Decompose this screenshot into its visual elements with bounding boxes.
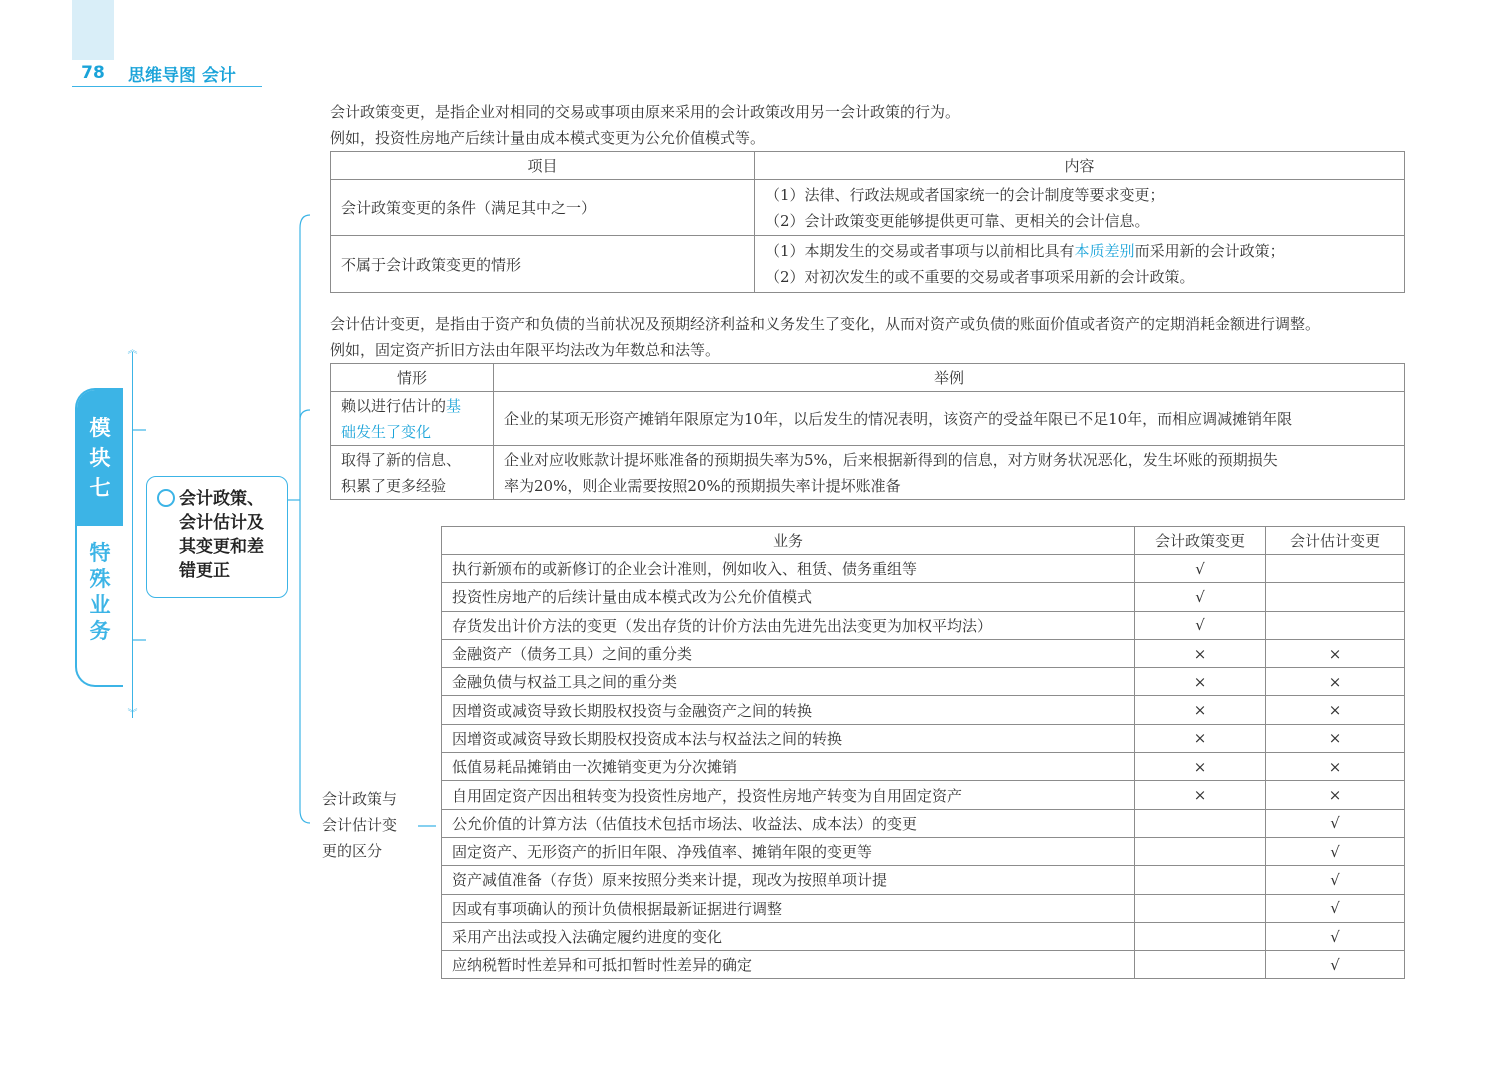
cell-business: 低值易耗品摊销由一次摊销变更为分次摊销 bbox=[442, 753, 1135, 781]
cell-policy: × bbox=[1135, 668, 1266, 696]
table-row bbox=[442, 866, 1405, 894]
cell-situation: 赖以进行估计的基 础发生了变化 bbox=[331, 392, 494, 446]
cell-estimate: √ bbox=[1266, 951, 1405, 979]
cell-business: 因增资或减资导致长期股权投资成本法与权益法之间的转换 bbox=[442, 724, 1135, 752]
cell-estimate: × bbox=[1266, 753, 1405, 781]
cell-example: 企业对应收账款计提坏账准备的预期损失率为5%，后来根据新得到的信息，对方财务状况恶化，发生坏账的预期损失 率为20%，则企业需要按照20%的预期损失率计提坏账准备 bbox=[494, 446, 1405, 500]
distinction-label: 会计政策与 会计估计变 更的区分 bbox=[322, 790, 398, 860]
cell-policy: × bbox=[1135, 781, 1266, 809]
distinction-body bbox=[442, 555, 1405, 979]
table-row bbox=[442, 809, 1405, 837]
table-row bbox=[442, 837, 1405, 865]
cell-item: 不属于会计政策变更的情形 bbox=[331, 236, 755, 293]
cell-business: 自用固定资产因出租转变为投资性房地产，投资性房地产转变为自用固定资产 bbox=[442, 781, 1135, 809]
table-row bbox=[442, 894, 1405, 922]
target-icon bbox=[157, 489, 175, 507]
cell-policy: × bbox=[1135, 696, 1266, 724]
cell-policy: × bbox=[1135, 639, 1266, 667]
policy-example: 例如，投资性房地产后续计量由成本模式变更为公允价值模式等。 bbox=[330, 129, 766, 147]
cell-policy: × bbox=[1135, 724, 1266, 752]
header-cell-business: 业务 bbox=[442, 527, 1135, 555]
cell-business: 应纳税暂时性差异和可抵扣暂时性差异的确定 bbox=[442, 951, 1135, 979]
cell-policy bbox=[1135, 837, 1266, 865]
cell-business: 存货发出计价方法的变更（发出存货的计价方法由先进先出法变更为加权平均法） bbox=[442, 611, 1135, 639]
header-cell-example: 举例 bbox=[494, 364, 1405, 392]
cell-estimate bbox=[1266, 555, 1405, 583]
estimate-definition: 会计估计变更，是指由于资产和负债的当前状况及预期经济利益和义务发生了变化，从而对资产或负债的账面价值或者资产的定期消耗金额进行调整。 bbox=[330, 315, 1321, 333]
cell-policy bbox=[1135, 809, 1266, 837]
cell-policy bbox=[1135, 922, 1266, 950]
table-row bbox=[442, 696, 1405, 724]
estimate-example: 例如，固定资产折旧方法由年限平均法改为年数总和法等。 bbox=[330, 341, 721, 359]
cell-estimate: × bbox=[1266, 781, 1405, 809]
cell-business: 金融负债与权益工具之间的重分类 bbox=[442, 668, 1135, 696]
cell-estimate: √ bbox=[1266, 809, 1405, 837]
table-row bbox=[442, 753, 1405, 781]
cell-policy: × bbox=[1135, 753, 1266, 781]
header-cell-content: 内容 bbox=[755, 152, 1405, 180]
header-cell-situation: 情形 bbox=[331, 364, 494, 392]
cell-estimate: × bbox=[1266, 639, 1405, 667]
cell-policy: √ bbox=[1135, 611, 1266, 639]
cell-policy bbox=[1135, 894, 1266, 922]
cell-estimate: × bbox=[1266, 724, 1405, 752]
table-row bbox=[442, 922, 1405, 950]
cell-business: 因增资或减资导致长期股权投资与金融资产之间的转换 bbox=[442, 696, 1135, 724]
cell-business: 执行新颁布的或新修订的企业会计准则，例如收入、租赁、债务重组等 bbox=[442, 555, 1135, 583]
cell-policy bbox=[1135, 866, 1266, 894]
cell-policy: √ bbox=[1135, 555, 1266, 583]
book-title: 思维导图 会计 bbox=[128, 65, 236, 86]
cell-business: 固定资产、无形资产的折旧年限、净残值率、摊销年限的变更等 bbox=[442, 837, 1135, 865]
topic-box bbox=[146, 476, 288, 598]
estimate-change-table bbox=[330, 363, 1405, 500]
cell-content: （1）法律、行政法规或者国家统一的会计制度等要求变更； （2）会计政策变更能够提供更可靠、更相关的会计信息。 bbox=[755, 180, 1405, 236]
topic-title: 会计政策、 会计估计及 其变更和差 错更正 bbox=[179, 489, 264, 581]
header-cell-item: 项目 bbox=[331, 152, 755, 180]
cell-estimate: × bbox=[1266, 668, 1405, 696]
table-header-row bbox=[442, 527, 1405, 555]
table-row bbox=[442, 639, 1405, 667]
table-row bbox=[442, 668, 1405, 696]
table-header-row bbox=[331, 152, 1405, 180]
cell-item: 会计政策变更的条件（满足其中之一） bbox=[331, 180, 755, 236]
chevron-down-icon: ︾ bbox=[127, 709, 138, 720]
cell-business: 资产减值准备（存货）原来按照分类来计提，现改为按照单项计提 bbox=[442, 866, 1135, 894]
cell-estimate: √ bbox=[1266, 866, 1405, 894]
cell-business: 因或有事项确认的预计负债根据最新证据进行调整 bbox=[442, 894, 1135, 922]
cell-business: 公允价值的计算方法（估值技术包括市场法、收益法、成本法）的变更 bbox=[442, 809, 1135, 837]
cell-business: 金融资产（债务工具）之间的重分类 bbox=[442, 639, 1135, 667]
table-row bbox=[442, 951, 1405, 979]
cell-estimate: √ bbox=[1266, 837, 1405, 865]
module-name: 特 殊 业 务 bbox=[89, 541, 111, 643]
table-row bbox=[331, 180, 1405, 236]
page-number: 78 bbox=[81, 63, 105, 83]
cell-business: 投资性房地产的后续计量由成本模式改为公允价值模式 bbox=[442, 583, 1135, 611]
cell-estimate: √ bbox=[1266, 922, 1405, 950]
cell-policy: √ bbox=[1135, 583, 1266, 611]
policy-change-table bbox=[330, 151, 1405, 293]
table-row bbox=[331, 446, 1405, 500]
cell-example: 企业的某项无形资产摊销年限原定为10年，以后发生的情况表明，该资产的受益年限已不足10年，而相应调减摊销年限 bbox=[494, 392, 1405, 446]
module-number: 模 块 七 bbox=[77, 390, 123, 526]
cell-estimate bbox=[1266, 583, 1405, 611]
cell-estimate: × bbox=[1266, 696, 1405, 724]
header-cell-policy: 会计政策变更 bbox=[1135, 527, 1266, 555]
cell-content: （1）本期发生的交易或者事项与以前相比具有本质差别而采用新的会计政策； （2）对初次发生的或不重要的交易或者事项采用新的会计政策。 bbox=[755, 236, 1405, 293]
table-row bbox=[442, 583, 1405, 611]
table-header-row bbox=[331, 364, 1405, 392]
table-row bbox=[442, 781, 1405, 809]
header-cell-estimate: 会计估计变更 bbox=[1266, 527, 1405, 555]
policy-definition: 会计政策变更，是指企业对相同的交易或事项由原来采用的会计政策改用另一会计政策的行为。 bbox=[330, 103, 961, 121]
cell-estimate: √ bbox=[1266, 894, 1405, 922]
distinction-table bbox=[441, 526, 1405, 979]
table-row bbox=[442, 724, 1405, 752]
table-row bbox=[442, 611, 1405, 639]
cell-policy bbox=[1135, 951, 1266, 979]
cell-estimate bbox=[1266, 611, 1405, 639]
table-row bbox=[442, 555, 1405, 583]
chevron-up-icon: ︽ bbox=[127, 345, 138, 356]
highlight-text: 本质差别 bbox=[1074, 242, 1135, 260]
table-row bbox=[331, 392, 1405, 446]
cell-situation: 取得了新的信息、 积累了更多经验 bbox=[331, 446, 494, 500]
cell-business: 采用产出法或投入法确定履约进度的变化 bbox=[442, 922, 1135, 950]
table-row bbox=[331, 236, 1405, 293]
